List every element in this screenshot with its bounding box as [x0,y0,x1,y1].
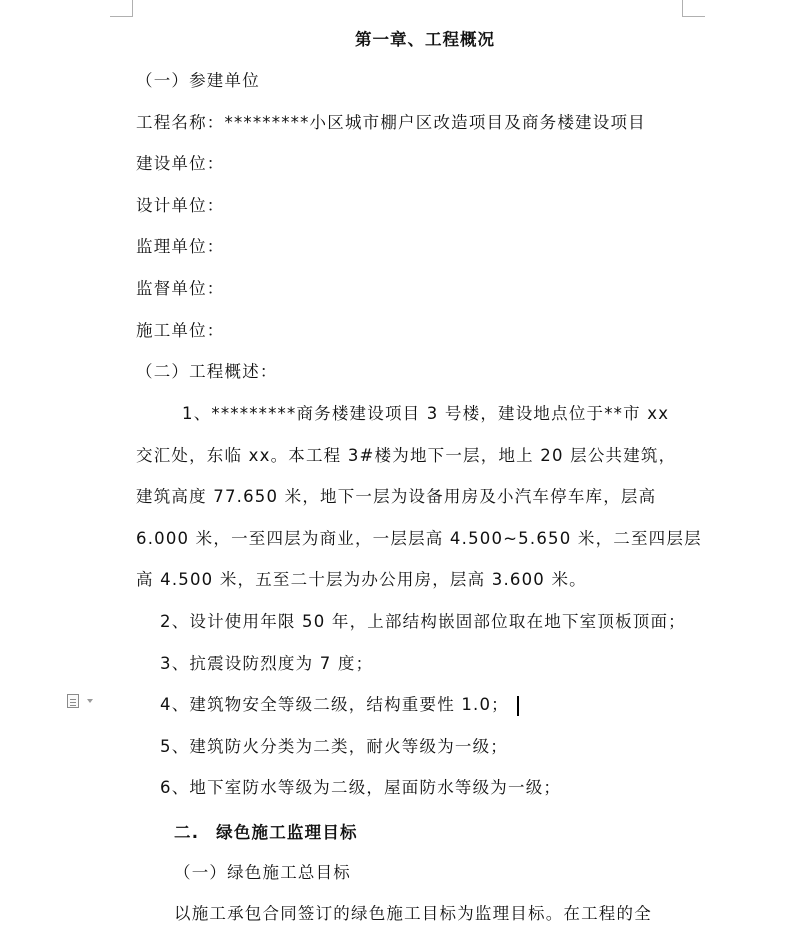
green-section-title: 绿色施工监理目标 [216,823,358,842]
green-section-number: 二. [174,823,200,842]
green-subheading: （一）绿色施工总目标 [174,863,351,882]
overview-line-3: 建筑高度 77.650 米，地下一层为设备用房及小汽车停车库，层高 [136,487,657,506]
green-section-heading [174,823,358,843]
chapter-title: 第一章、工程概况 [355,30,495,49]
caret-down-icon[interactable] [87,699,93,703]
design-unit-line: 设计单位： [136,196,225,215]
construction-unit-line: 建设单位： [136,154,225,173]
text-cursor [517,696,519,716]
green-paragraph-line: 以施工承包合同签订的绿色施工目标为监理目标。在工程的全 [174,904,652,923]
overview-line-2: 交汇处，东临 xx。本工程 3#楼为地下一层，地上 20 层公共建筑， [136,446,677,465]
section-overview-heading: （二）工程概述： [136,362,278,381]
section-participants-heading: （一）参建单位 [136,71,260,90]
overview-line-1: 1、*********商务楼建设项目 3 号楼，建设地点位于**市 xx [182,404,670,423]
fire-class-item: 5、建筑防火分类为二类，耐火等级为一级； [160,737,508,756]
safety-level-text: 4、建筑物安全等级二级，结构重要性 1.0； [160,695,509,714]
margin-document-icon[interactable] [67,694,79,708]
overview-line-5: 高 4.500 米，五至二十层为办公用房，层高 3.600 米。 [136,570,587,589]
page-corner-top-left [110,0,133,17]
supervision-unit-line: 监理单位： [136,237,225,256]
waterproof-item: 6、地下室防水等级为二级，屋面防水等级为一级； [160,778,562,797]
safety-level-item[interactable] [160,695,519,716]
project-name-line: 工程名称：*********小区城市棚户区改造项目及商务楼建设项目 [136,113,646,132]
seismic-item: 3、抗震设防烈度为 7 度； [160,654,374,673]
overview-line-4: 6.000 米，一至四层为商业，一层层高 4.500~5.650 米，二至四层层 [136,529,702,548]
design-life-item: 2、设计使用年限 50 年，上部结构嵌固部位取在地下室顶板顶面； [160,612,686,631]
builder-unit-line: 施工单位： [136,321,225,340]
page-corner-top-right [682,0,705,17]
oversight-unit-line: 监督单位： [136,279,225,298]
